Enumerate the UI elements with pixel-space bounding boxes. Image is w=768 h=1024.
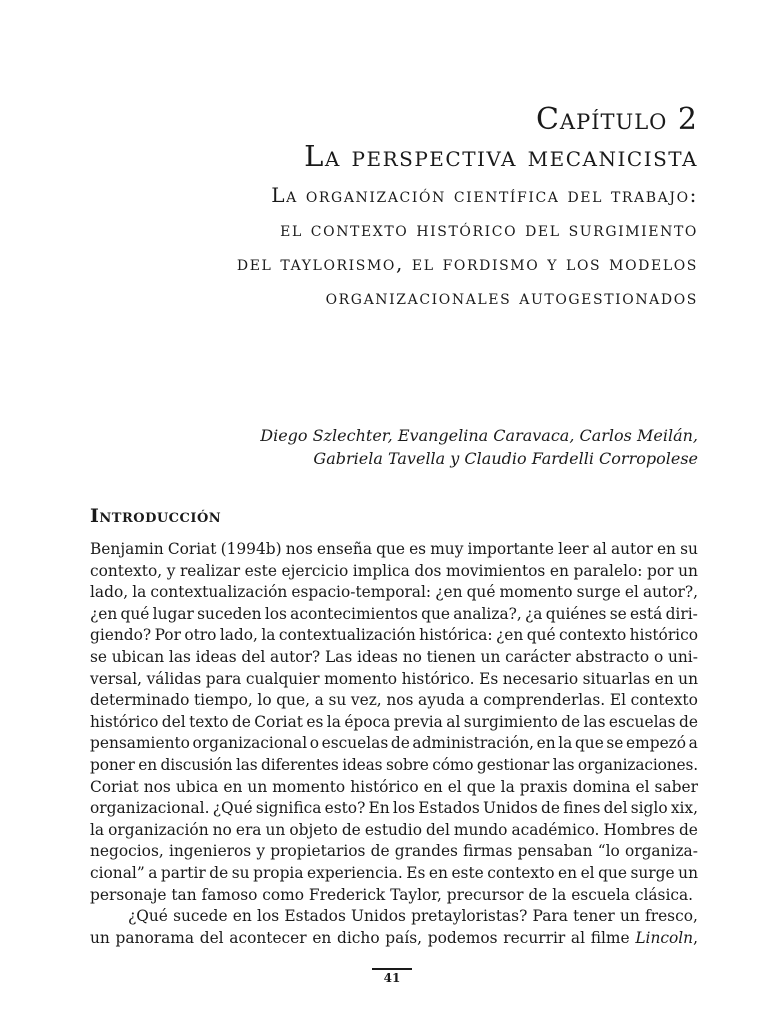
word: que	[598, 863, 627, 882]
word: en	[423, 777, 443, 796]
word: ideas	[356, 647, 398, 666]
word: texto	[189, 712, 229, 731]
word: cional”	[90, 863, 145, 882]
word: que	[376, 540, 405, 558]
word: ¿en	[90, 604, 118, 623]
word: organizaciones.	[577, 755, 698, 774]
word: poner	[90, 755, 135, 774]
word: autor	[610, 540, 653, 558]
author-line: Gabriela Tavella y Claudio Fardelli Corropolese	[313, 449, 698, 468]
word: contexto	[630, 691, 698, 710]
word: lugar	[152, 604, 194, 623]
word: histórico	[90, 712, 159, 731]
word: un	[480, 647, 501, 666]
word: su	[680, 540, 698, 558]
word: previa	[393, 712, 443, 731]
word: determinado	[90, 691, 190, 710]
word: que	[421, 604, 450, 623]
word: contextualización	[150, 583, 288, 602]
word: momento	[499, 583, 573, 602]
word: al	[446, 712, 461, 731]
word: leer	[558, 540, 589, 558]
word: ideas	[195, 647, 237, 666]
word: “lo	[597, 842, 620, 861]
page-number-rule	[372, 968, 412, 970]
word: praxis	[519, 777, 568, 796]
word: a	[688, 734, 698, 753]
word: el	[447, 777, 462, 796]
word: contexto	[559, 626, 627, 645]
word: carácter	[505, 647, 571, 666]
word: en	[232, 907, 252, 926]
word: qué	[466, 583, 496, 602]
word: y	[166, 561, 176, 580]
word: la	[132, 583, 147, 602]
word: los	[257, 907, 280, 926]
word: de	[678, 712, 698, 731]
word: escuelas	[608, 712, 676, 731]
chapter-subtitle	[78, 178, 698, 314]
word: un	[247, 777, 268, 796]
word: la	[558, 734, 573, 753]
word: a	[148, 863, 158, 882]
word: muy	[430, 540, 464, 558]
word: por	[647, 561, 674, 580]
word: un	[678, 561, 698, 580]
chapter-number: Capítulo 2	[535, 102, 698, 137]
word: de	[231, 712, 251, 731]
chapter-subtitle-line: La organización científica del trabajo:	[271, 183, 698, 207]
word: los	[392, 799, 416, 818]
word: objeto	[289, 820, 338, 839]
word: las	[168, 647, 191, 666]
word: Por	[154, 626, 181, 645]
word: lado,	[90, 583, 129, 602]
word: sobre	[385, 755, 429, 774]
word: tienen	[426, 647, 476, 666]
word: del	[241, 647, 266, 666]
word: domina	[572, 777, 631, 796]
word: vez,	[350, 691, 382, 710]
body-line	[90, 582, 698, 604]
word: espacio-temporal:	[291, 583, 432, 602]
word: es	[409, 540, 427, 558]
word: Estados	[284, 907, 346, 926]
word: en	[138, 755, 158, 774]
chapter-subtitle-line: del taylorismo, el fordismo y los modelos	[236, 251, 698, 275]
body-line-segment: un panorama del acontecer en dicho país, podemos recurrir al filme	[90, 928, 630, 947]
trailing-punctuation: ,	[693, 928, 698, 947]
word: realizar	[179, 561, 241, 580]
word: las	[583, 712, 606, 731]
word: lo	[257, 691, 272, 710]
word: en	[223, 777, 243, 796]
word: de	[370, 842, 390, 861]
word: organiza-	[624, 842, 698, 861]
word: xix,	[670, 799, 698, 818]
word: está	[629, 604, 663, 623]
word: ¿Qué	[212, 799, 253, 818]
word: de	[341, 820, 361, 839]
word: cualquier	[245, 669, 320, 688]
word: qué	[526, 626, 556, 645]
word: y	[256, 842, 266, 861]
word: lado,	[219, 626, 258, 645]
body-line	[90, 777, 698, 799]
word: contexto,	[90, 561, 163, 580]
word: escuelas	[321, 734, 389, 753]
word: en	[558, 863, 578, 882]
word: se	[609, 604, 627, 623]
word: Las	[324, 647, 353, 666]
word: versal,	[90, 669, 143, 688]
word: fresco,	[645, 907, 698, 926]
word: se	[606, 734, 624, 753]
word: las	[235, 755, 258, 774]
word: la	[261, 626, 276, 645]
author-list	[260, 424, 698, 470]
word: pretayloristas?	[411, 907, 528, 926]
word: diferentes	[261, 755, 339, 774]
word: ejercicio	[281, 561, 349, 580]
word: Coriat	[254, 712, 303, 731]
word: de	[561, 712, 581, 731]
body-line	[90, 669, 698, 691]
word: a	[469, 691, 479, 710]
word: época	[344, 712, 391, 731]
word: al	[592, 540, 607, 558]
word: En	[368, 799, 390, 818]
word: partir	[160, 863, 206, 882]
word: experiencia.	[307, 863, 403, 882]
word: ¿en	[435, 583, 463, 602]
word: Coriat	[90, 777, 139, 796]
word: contexto	[487, 863, 555, 882]
word: los	[264, 604, 287, 623]
word: ¿en	[496, 626, 524, 645]
body-line	[90, 625, 698, 647]
word: para	[205, 669, 242, 688]
word: su	[328, 691, 347, 710]
word: del	[603, 799, 628, 818]
word: diri-	[665, 604, 698, 623]
word: el	[635, 777, 650, 796]
word: de	[541, 799, 560, 818]
body-line	[90, 906, 698, 928]
word: Para	[532, 907, 568, 926]
word: ingenieros	[168, 842, 252, 861]
word: las	[552, 755, 575, 774]
word: un	[678, 863, 698, 882]
word: firmas	[463, 842, 513, 861]
word: acontecimientos	[290, 604, 418, 623]
word: esto?	[324, 799, 366, 818]
word: era	[235, 820, 262, 839]
word: ayuda	[418, 691, 465, 710]
word: un	[619, 907, 640, 926]
word: ubica	[175, 777, 219, 796]
word: pensamiento	[90, 734, 190, 753]
word: Es	[406, 863, 426, 882]
word: autor?,	[642, 583, 698, 602]
word: de	[390, 734, 410, 753]
word: histórica:	[419, 626, 493, 645]
body-line	[90, 863, 698, 885]
word: en	[654, 669, 674, 688]
body-line	[90, 647, 698, 669]
word: del	[425, 820, 450, 839]
word: momento	[324, 669, 398, 688]
word: de	[209, 863, 229, 882]
chapter-title: La perspectiva mecanicista	[304, 139, 698, 173]
word: negocios,	[90, 842, 164, 861]
word: cómo	[432, 755, 474, 774]
word: paralelo:	[573, 561, 643, 580]
word: Es	[479, 669, 499, 688]
word: Benjamin	[90, 540, 164, 558]
chapter-subtitle-line: organizacionales autogestionados	[325, 285, 698, 309]
word: o	[653, 647, 664, 666]
body-line	[90, 539, 698, 561]
word: suceden	[197, 604, 262, 623]
word: uni-	[667, 647, 698, 666]
word: un	[265, 820, 286, 839]
word: tener	[573, 907, 615, 926]
word: que	[466, 777, 496, 796]
word: administración,	[412, 734, 535, 753]
word: propietarios	[270, 842, 366, 861]
word: no	[402, 647, 422, 666]
word: histórico	[629, 626, 698, 645]
word: giendo?	[90, 626, 152, 645]
word: la	[500, 777, 515, 796]
word: siglo	[630, 799, 668, 818]
word: ideas	[342, 755, 383, 774]
word: necesario	[502, 669, 579, 688]
word: Coriat	[167, 540, 217, 558]
body-line	[90, 712, 698, 734]
word: situarlas	[582, 669, 651, 688]
body-line	[90, 798, 698, 820]
word: sucede	[173, 907, 228, 926]
word: su	[231, 863, 250, 882]
word: Unidos	[351, 907, 406, 926]
chapter-heading	[78, 102, 698, 314]
word: en	[549, 561, 569, 580]
word: estudio	[364, 820, 422, 839]
film-title: Lincoln	[635, 928, 694, 947]
body-line-text	[90, 928, 698, 950]
word: ¿Qué	[128, 907, 168, 926]
body-line	[90, 841, 698, 863]
word: tiempo,	[193, 691, 253, 710]
word: surgimiento	[463, 712, 558, 731]
word: en	[536, 734, 556, 753]
word: organizacional	[192, 734, 308, 753]
word: momento	[272, 777, 346, 796]
word: ubican	[111, 647, 165, 666]
word: el	[580, 863, 595, 882]
word: El	[609, 691, 626, 710]
word: quiénes	[545, 604, 607, 623]
word: no	[212, 820, 232, 839]
word: dos	[414, 561, 442, 580]
word: importante	[467, 540, 555, 558]
word: propia	[253, 863, 304, 882]
word: la	[90, 820, 105, 839]
body-text	[90, 539, 698, 949]
word: gestionar	[476, 755, 550, 774]
body-line	[90, 604, 698, 626]
chapter-subtitle-line: el contexto histórico del surgimiento	[280, 217, 698, 241]
word: del	[161, 712, 186, 731]
word: contextualización	[278, 626, 416, 645]
word: este	[244, 561, 277, 580]
word: en	[656, 540, 676, 558]
body-line	[90, 820, 698, 842]
word: la	[326, 712, 341, 731]
word: grandes	[394, 842, 458, 861]
word: organizacional.	[90, 799, 210, 818]
word: mundo	[453, 820, 508, 839]
word: se	[90, 647, 108, 666]
word: válidas	[146, 669, 202, 688]
section-heading: Introducción	[90, 505, 222, 527]
word: histórico	[350, 777, 419, 796]
word: surge	[630, 863, 675, 882]
word: qué	[120, 604, 150, 623]
word: el	[624, 583, 639, 602]
word: analiza?,	[453, 604, 522, 623]
body-line	[90, 733, 698, 755]
word: enseña	[316, 540, 373, 558]
body-line	[90, 755, 698, 777]
word: que,	[276, 691, 311, 710]
word: nos	[285, 540, 313, 558]
word: este	[451, 863, 484, 882]
word: saber	[654, 777, 698, 796]
word: movimientos	[445, 561, 546, 580]
word: organización	[108, 820, 209, 839]
author-line: Diego Szlechter, Evangelina Caravaca, Carlos Meilán,	[260, 426, 698, 445]
word: Unidos	[482, 799, 538, 818]
word: en	[428, 863, 448, 882]
word: es	[306, 712, 324, 731]
word: fines	[563, 799, 601, 818]
word: o	[309, 734, 319, 753]
word: discusión	[160, 755, 233, 774]
body-line: personaje tan famoso como Frederick Taylor, precursor de la escuela clásica.	[90, 885, 694, 904]
body-line	[90, 561, 698, 583]
word: académico.	[511, 820, 600, 839]
word: que	[574, 734, 604, 753]
word: autor?	[270, 647, 321, 666]
word: implica	[352, 561, 410, 580]
word: ¿a	[525, 604, 543, 623]
word: significa	[255, 799, 322, 818]
word: de	[678, 820, 698, 839]
page-number: 41	[383, 971, 401, 985]
word: pensaban	[517, 842, 593, 861]
word: nos	[143, 777, 171, 796]
word: nos	[386, 691, 414, 710]
body-line-with-film-title	[90, 928, 698, 950]
word: (1994b)	[220, 540, 282, 558]
word: un	[678, 669, 698, 688]
word: comprenderlas.	[483, 691, 606, 710]
word: histórico.	[401, 669, 475, 688]
word: surge	[576, 583, 621, 602]
word: a	[314, 691, 324, 710]
word: abstracto	[575, 647, 650, 666]
word: otro	[184, 626, 217, 645]
word: empezó	[626, 734, 687, 753]
body-line	[90, 690, 698, 712]
word: Hombres	[603, 820, 675, 839]
word: Estados	[418, 799, 480, 818]
